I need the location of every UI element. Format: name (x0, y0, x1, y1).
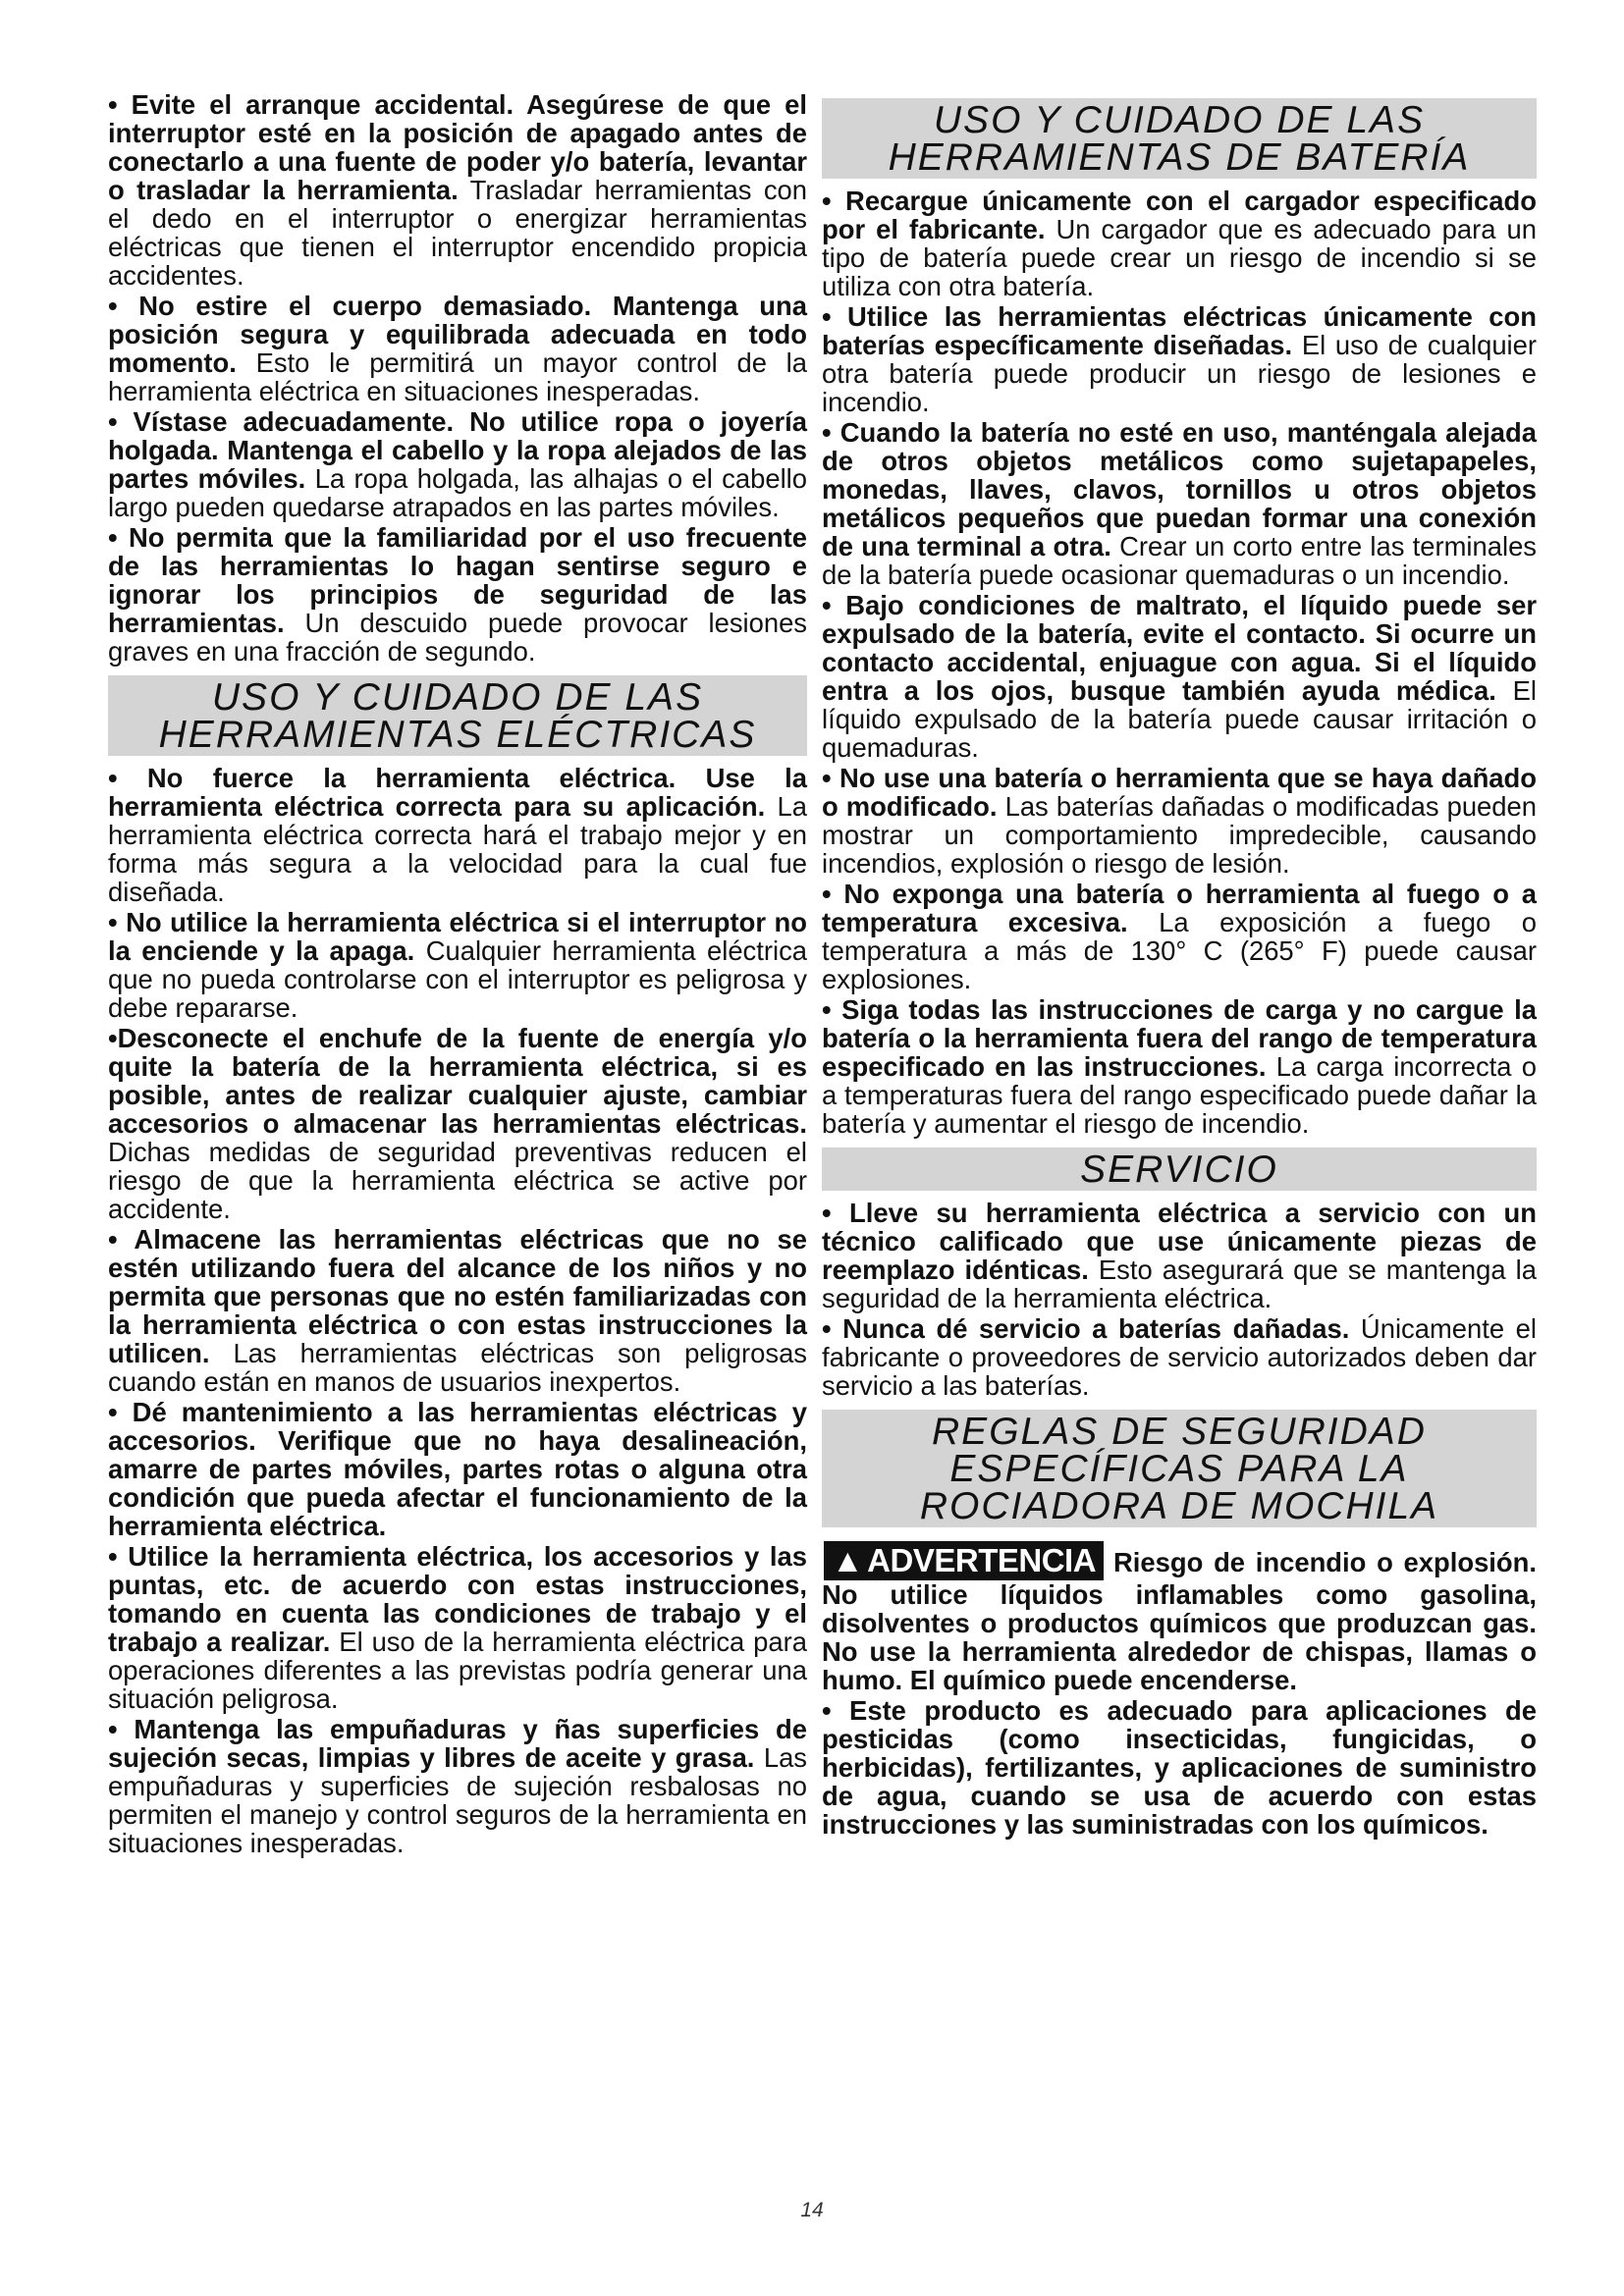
list-item: • Recargue únicamente con el cargador especificado por el fabricante. Un cargador que es adecuado para un tipo de batería puede crear un riesgo de incendio si se utiliza con otra batería. (822, 186, 1537, 301)
list-item: • Vístase adecuadamente. No utilice ropa o joyería holgada. Mantenga el cabello y la ropa alejados de las partes móviles. La ropa holgada, las alhajas o el cabello largo pueden quedarse atrapados en las partes móviles. (108, 406, 807, 522)
right-column (822, 90, 1537, 1841)
list-item: • Bajo condiciones de maltrato, el líquido puede ser expulsado de la batería, evite el contacto. Si ocurre un contacto accidental, enjuague con agua. Si el líquido entra a los ojos, busque también ayuda médica. El líquido expulsado de la batería puede causar irritación o quemaduras. (822, 590, 1537, 763)
section-header-sprayer-safety: REGLAS DE SEGURIDAD ESPECÍFICAS PARA LA ROCIADORA DE MOCHILA (822, 1410, 1537, 1527)
list-item: • Almacene las herramientas eléctricas que no se estén utilizando fuera del alcance de los niños y no permita que personas que no estén familiarizadas con la herramienta eléctrica o con estas instrucciones la utilicen. Las herramientas eléctricas son peligrosas cuando están en manos de usuarios inexpertos. (108, 1224, 807, 1397)
list-item: • Evite el arranque accidental. Asegúrese de que el interruptor esté en la posición de apagado antes de conectarlo a una fuente de poder y/o batería, levantar o trasladar la herramienta. Trasladar herramientas con el dedo en el interruptor o energizar herramientas eléctricas que tienen el interruptor encendido propicia accidentes. (108, 89, 807, 291)
list-item: • No fuerce la herramienta eléctrica. Use la herramienta eléctrica correcta para su aplicación. La herramienta eléctrica correcta hará el trabajo mejor y en forma más segura a la velocidad para la cual fue diseñada. (108, 763, 807, 907)
list-item: • Siga todas las instrucciones de carga y no cargue la batería o la herramienta fuera del rango de temperatura especificado en las instrucciones. La carga incorrecta o a temperaturas fuera del rango especificado puede dañar la batería y aumentar el riesgo de incendio. (822, 994, 1537, 1139)
list-item: • Utilice la herramienta eléctrica, los accesorios y las puntas, etc. de acuerdo con estas instrucciones, tomando en cuenta las condiciones de trabajo y el trabajo a realizar. El uso de la herramienta eléctrica para operaciones diferentes a las previstas podría generar una situación peligrosa. (108, 1541, 808, 1714)
list-item: • Dé mantenimiento a las herramientas eléctricas y accesorios. Verifique que no haya desalineación, amarre de partes móviles, partes rotas o alguna otra condición que pueda afectar el funcionamiento de la herramienta eléctrica. (108, 1397, 807, 1541)
list-item: • No estire el cuerpo demasiado. Mantenga una posición segura y equilibrada adecuada en todo momento. Esto le permitirá un mayor control de la herramienta eléctrica en situaciones inesperadas. (108, 291, 807, 406)
left-column (108, 90, 807, 1859)
page-number: 14 (800, 2199, 824, 2221)
list-item: •Desconecte el enchufe de la fuente de energía y/o quite la batería de la herramienta eléctrica, si es posible, antes de realizar cualquier ajuste, cambiar accesorios o almacenar las herramientas eléctricas. Dichas medidas de seguridad preventivas reducen el riesgo de que la herramienta eléctrica se active por accidente. (108, 1023, 807, 1224)
list-item: • Lleve su herramienta eléctrica a servicio con un técnico calificado que use únicamente piezas de reemplazo idénticas. Esto asegurará que se mantenga la seguridad de la herramienta eléctrica. (822, 1198, 1537, 1313)
section-header-battery-tool-care: USO Y CUIDADO DE LAS HERRAMIENTAS DE BATERÍA (822, 98, 1537, 179)
warning-item: ▲ ADVERTENCIA Riesgo de incendio o explosión. No utilice líquidos inflamables como gasolina, disolventes o productos químicos que produzcan gas. No use la herramienta alrededor de chispas, llamas o humo. El químico puede encenderse. (822, 1542, 1537, 1695)
list-item: • No permita que la familiaridad por el uso frecuente de las herramientas lo hagan sentirse seguro e ignorar los principios de seguridad de las herramientas. Un descuido puede provocar lesiones graves en una fracción de segundo. (108, 522, 807, 667)
list-item: • No utilice la herramienta eléctrica si el interruptor no la enciende y la apaga. Cualquier herramienta eléctrica que no pueda controlarse con el interruptor es peligrosa y debe repararse. (108, 907, 807, 1023)
section-header-power-tool-care: USO Y CUIDADO DE LAS HERRAMIENTAS ELÉCTRICAS (108, 675, 807, 756)
section-header-service: SERVICIO (822, 1148, 1537, 1191)
list-item: • Nunca dé servicio a baterías dañadas. Únicamente el fabricante o proveedores de servicio autorizados deben dar servicio a las baterías. (822, 1313, 1537, 1401)
list-item: • Mantenga las empuñaduras y ñas superficies de sujeción secas, limpias y libres de aceite y grasa. Las empuñaduras y superficies de sujeción resbalosas no permiten el manejo y control seguros de la herramienta en situaciones inesperadas. (108, 1714, 807, 1858)
list-item: • Utilice las herramientas eléctricas únicamente con baterías específicamente diseñadas. El uso de cualquier otra batería puede producir un riesgo de lesiones e incendio. (822, 301, 1537, 417)
list-item: • Este producto es adecuado para aplicaciones de pesticidas (como insecticidas, fungicidas, o herbicidas), fertilizantes, y aplicaciones de suministro de agua, cuando se usa de acuerdo con estas instrucciones y las suministradas con los químicos. (822, 1695, 1537, 1840)
list-item: • No exponga una batería o herramienta al fuego o a temperatura excesiva. La exposición a fuego o temperatura a más de 130° C (265° F) puede causar explosiones. (822, 879, 1537, 994)
list-item: • Cuando la batería no esté en uso, manténgala alejada de otros objetos metálicos como sujetapapeles, monedas, llaves, clavos, tornillos u otros objetos metálicos pequeños que puedan formar una conexión de una terminal a otra. Crear un corto entre las terminales de la batería puede ocasionar quemaduras o un incendio. (822, 417, 1537, 590)
warning-triangle-icon: ▲ (832, 1542, 864, 1578)
list-item: • No use una batería o herramienta que se haya dañado o modificado. Las baterías dañadas o modificadas pueden mostrar un comportamiento impredecible, causando incendios, explosión o riesgo de lesión. (822, 763, 1537, 879)
warning-badge: ▲ ADVERTENCIA (824, 1541, 1104, 1580)
